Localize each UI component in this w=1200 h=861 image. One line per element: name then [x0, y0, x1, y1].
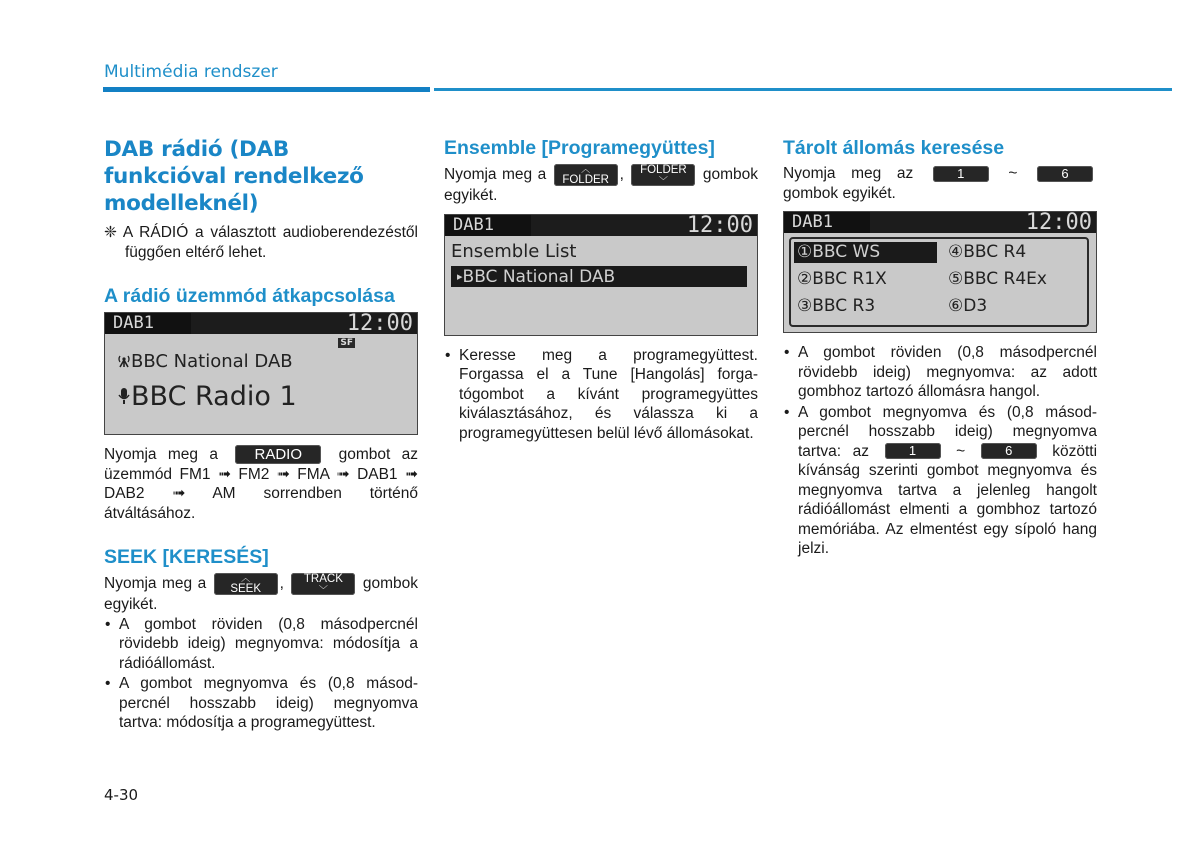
folder-down-button[interactable]: FOLDER ﹀ [631, 164, 695, 186]
header-rule [434, 88, 1172, 91]
radio-note: ❈ A RÁDIÓ a választott audioberendezéstől függően eltérő lehet. [104, 224, 418, 261]
header-rule-accent [103, 87, 430, 92]
ensemble-heading: Ensemble [Programegyüttes] [444, 137, 715, 159]
preset-item[interactable]: ①BBC WS [794, 242, 937, 263]
ensemble-list-item[interactable]: ▸BBC National DAB [451, 266, 747, 287]
column-preset-search [783, 136, 1097, 560]
preset-6-button[interactable]: 6 [981, 443, 1037, 459]
list-item: • A gombot megnyomva és (0,8 másodpercnél hosszabb ideig) megnyomva tartva: az 1 ~ 6 közötti kívánság szerinti gombot megnyomva és megnyomva tartva a jelenleg hangolt rádióállomást elmenti a gombhoz tartozó memóriába. Az elmentést egy sípoló hang jelzi. [783, 403, 1097, 559]
preset-item[interactable]: ⑤BBC R4Ex [948, 269, 1047, 289]
sf-badge: SF [340, 338, 353, 348]
ensemble-list-title: Ensemble List [451, 240, 577, 262]
list-item: • A gombot megnyomva és (0,8 másodpercnél hosszabb ideig) megnyomva tartva: módosítja a programegyüttest. [104, 674, 418, 733]
station-name: BBC Radio 1 [131, 381, 297, 412]
preset-heading: Tárolt állomás keresése [783, 137, 1005, 159]
band-label: DAB1 [105, 313, 191, 334]
ensemble-name: BBC National DAB [131, 351, 293, 372]
ensemble-intro: Nyomja meg a ︿ FOLDER , FOLDER ﹀ gombok egyikét. [444, 164, 759, 204]
page-number: 4-30 [104, 786, 139, 804]
preset-item[interactable]: ⑥D3 [948, 296, 988, 316]
antenna-icon [117, 354, 131, 368]
list-item: • A gombot röviden (0,8 másodpercnél rövidebb ideig) megnyomva: módosítja a rádióállomást. [104, 615, 418, 674]
page-heading: DAB rádió (DAB funkcióval rendelkező modelleknél) [104, 137, 364, 216]
preset-display [783, 211, 1097, 333]
band-label: DAB1 [445, 215, 531, 236]
clock-display: 12:00 [1025, 210, 1092, 235]
seek-bullet-list [104, 615, 418, 733]
list-item: • A gombot röviden (0,8 másodpercnél rövidebb ideig) megnyomva: az adott gombhoz tartozó állomásra hangol. [783, 343, 1097, 402]
column-dab-radio [104, 136, 418, 734]
radio-button[interactable]: RADIO [235, 445, 321, 464]
clock-display: 12:00 [686, 212, 753, 238]
preset-1-button[interactable]: 1 [885, 443, 941, 459]
preset-item[interactable]: ④BBC R4 [948, 242, 1027, 262]
caret-right-icon: ▸ [457, 269, 463, 283]
band-label: DAB1 [784, 212, 870, 233]
preset-grid [789, 237, 1089, 327]
section-title: Multimédia rendszer [104, 62, 278, 82]
track-button[interactable]: TRACK ﹀ [291, 573, 355, 595]
microphone-icon [117, 386, 131, 406]
preset-item[interactable]: ②BBC R1X [797, 269, 887, 289]
seek-intro: Nyomja meg a ︿ SEEK , TRACK ﹀ gombok egyikét. [104, 573, 419, 613]
chevron-up-icon: ︿ [241, 573, 251, 583]
chevron-down-icon: ﹀ [318, 585, 328, 595]
mode-switch-text: Nyomja meg a RADIO gombot az üzemmód FM1 ➟ FM2 ➟ FMA ➟ DAB1 ➟ DAB2 ➟ AM sorrendben történő átváltásához. [104, 446, 418, 522]
ensemble-display [444, 214, 758, 336]
clock-display: 12:00 [346, 311, 413, 336]
column-ensemble [444, 136, 758, 444]
seek-heading: SEEK [KERESÉS] [104, 546, 269, 568]
folder-up-button[interactable]: ︿ FOLDER [554, 164, 618, 186]
preset-item[interactable]: ③BBC R3 [797, 296, 876, 316]
preset-bullet-list [783, 343, 1097, 559]
chevron-up-icon: ︿ [581, 164, 591, 174]
preset-intro: Nyomja meg az 1 ~ 6 gombok egyikét. [783, 164, 1097, 203]
seek-button[interactable]: ︿ SEEK [214, 573, 278, 595]
ensemble-bullet-list [444, 346, 758, 444]
list-item: • Keresse meg a programegyüttest. Forgassa el a Tune [Hangolás] forgatógombot a kívánt programegyüttes kiválasztásához, és válassza ki a programegyüttesen belül lévő állomásokat. [444, 346, 758, 444]
preset-1-button[interactable]: 1 [933, 166, 989, 182]
preset-6-button[interactable]: 6 [1037, 166, 1093, 182]
mode-switch-heading: A rádió üzemmód átkapcsolása [104, 285, 395, 307]
radio-display [104, 312, 418, 435]
chevron-down-icon: ﹀ [658, 176, 668, 186]
